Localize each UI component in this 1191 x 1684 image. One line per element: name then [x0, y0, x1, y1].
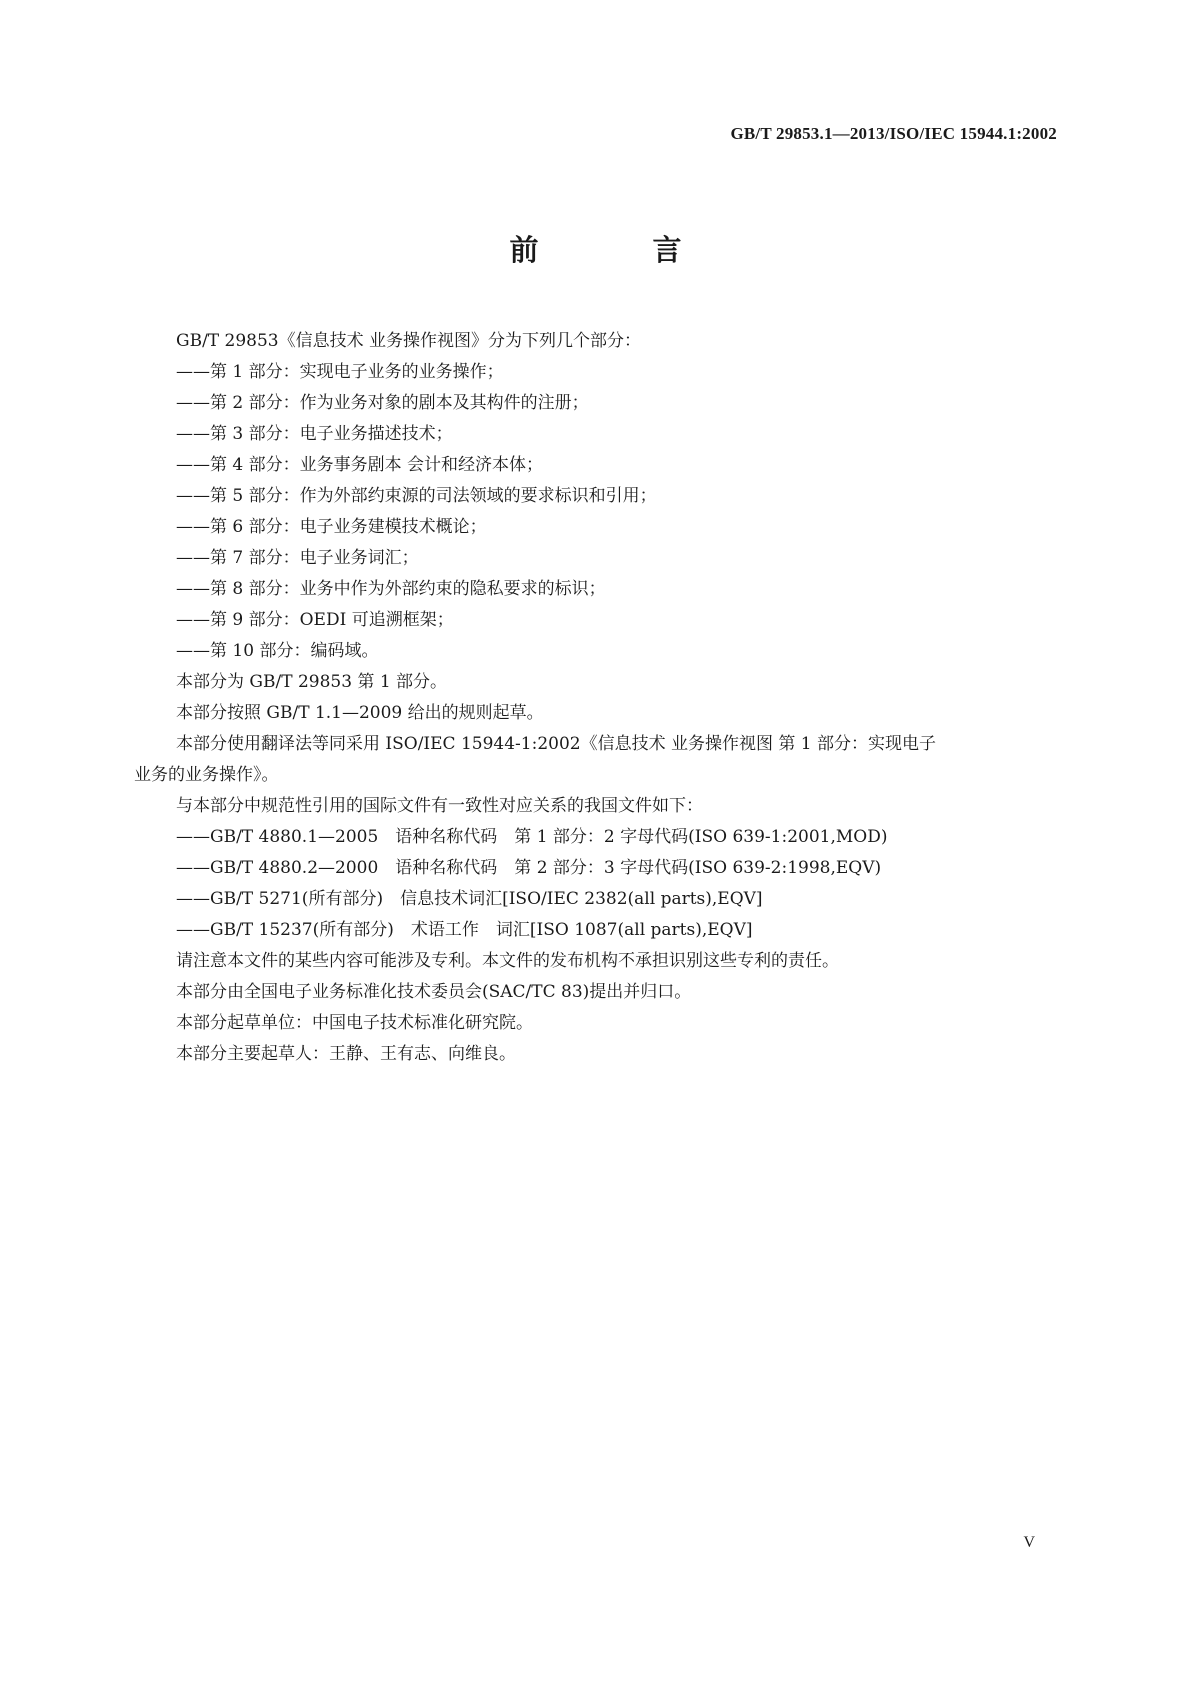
paragraph-line: 本部分按照 GB/T 1.1—2009 给出的规则起草。 — [176, 703, 544, 723]
foreword-body — [134, 326, 1058, 1070]
page-title: 前 言 — [509, 233, 734, 267]
paragraph-line: 本部分主要起草人：王静、王有志、向维良。 — [176, 1044, 516, 1064]
reference-item: ——GB/T 4880.2—2000 语种名称代码 第 2 部分：3 字母代码(ISO 639-2:1998,EQV) — [176, 858, 882, 878]
paragraph-line: 请注意本文件的某些内容可能涉及专利。本文件的发布机构不承担识别这些专利的责任。 — [176, 951, 839, 971]
paragraph-line: GB/T 29853《信息技术 业务操作视图》分为下列几个部分： — [176, 331, 642, 351]
paragraph-line: 本部分使用翻译法等同采用 ISO/IEC 15944-1:2002《信息技术 业务操作视图 第 1 部分：实现电子 — [176, 734, 937, 754]
paragraph-line: 本部分起草单位：中国电子技术标准化研究院。 — [176, 1013, 533, 1033]
list-item-part-1: ——第 1 部分：实现电子业务的业务操作； — [176, 362, 504, 382]
list-item-part-10: ——第 10 部分：编码域。 — [176, 641, 379, 661]
list-item-part-7: ——第 7 部分：电子业务词汇； — [176, 548, 419, 568]
list-item-part-5: ——第 5 部分：作为外部约束源的司法领域的要求标识和引用； — [176, 486, 657, 506]
list-item-part-3: ——第 3 部分：电子业务描述技术； — [176, 424, 453, 444]
paragraph-line: 本部分由全国电子业务标准化技术委员会(SAC/TC 83)提出并归口。 — [176, 982, 692, 1002]
list-item-part-8: ——第 8 部分：业务中作为外部约束的隐私要求的标识； — [176, 579, 606, 599]
reference-item: ——GB/T 15237(所有部分) 术语工作 词汇[ISO 1087(all parts),EQV] — [176, 920, 753, 940]
reference-item: ——GB/T 4880.1—2005 语种名称代码 第 1 部分：2 字母代码(ISO 639-1:2001,MOD) — [176, 827, 888, 847]
list-item-part-9: ——第 9 部分：OEDI 可追溯框架； — [176, 610, 454, 630]
list-item-part-2: ——第 2 部分：作为业务对象的剧本及其构件的注册； — [176, 393, 589, 413]
list-item-part-4: ——第 4 部分：业务事务剧本 会计和经济本体； — [176, 455, 544, 475]
page-number: V — [1023, 1534, 1035, 1551]
list-item-part-6: ——第 6 部分：电子业务建模技术概论； — [176, 517, 487, 537]
paragraph-line-continuation: 业务的业务操作》。 — [134, 765, 279, 785]
reference-item: ——GB/T 5271(所有部分) 信息技术词汇[ISO/IEC 2382(all parts),EQV] — [176, 889, 763, 909]
paragraph-line: 本部分为 GB/T 29853 第 1 部分。 — [176, 672, 448, 692]
paragraph-line: 与本部分中规范性引用的国际文件有一致性对应关系的我国文件如下： — [176, 796, 703, 816]
standard-number-header: GB/T 29853.1—2013/ISO/IEC 15944.1:2002 — [730, 124, 1057, 143]
